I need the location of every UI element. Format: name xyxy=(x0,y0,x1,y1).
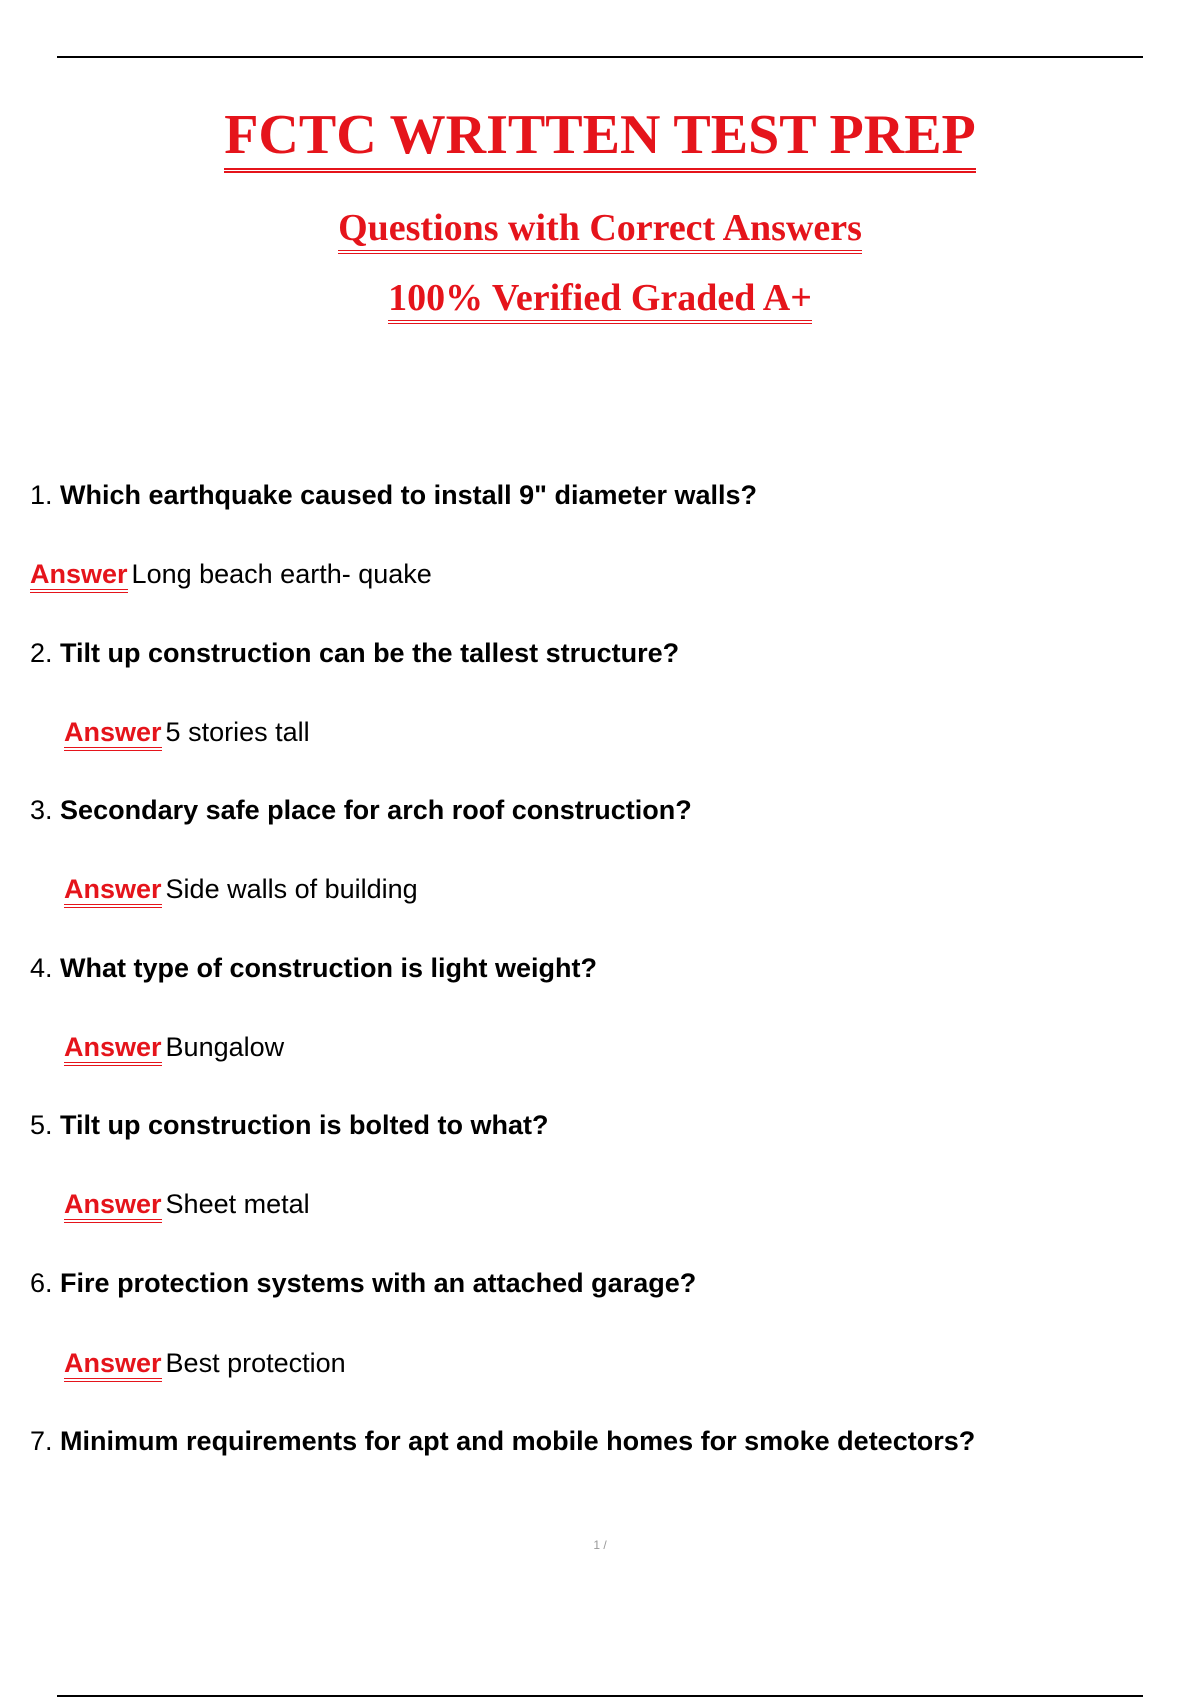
question-text: Tilt up construction is bolted to what? xyxy=(60,1110,549,1140)
answer-label: Answer xyxy=(64,874,162,908)
answer-6 xyxy=(64,1346,346,1380)
question-text: What type of construction is light weight? xyxy=(60,953,598,983)
question-3 xyxy=(30,793,692,827)
answer-label: Answer xyxy=(64,1189,162,1223)
answer-text: Side walls of building xyxy=(165,874,418,904)
answer-text: Sheet metal xyxy=(165,1189,310,1219)
answer-1 xyxy=(30,557,432,591)
answer-label: Answer xyxy=(64,1348,162,1382)
question-number: 4. xyxy=(30,953,53,983)
question-text: Fire protection systems with an attached garage? xyxy=(60,1268,697,1298)
question-5 xyxy=(30,1108,549,1142)
question-number: 1. xyxy=(30,480,53,510)
answer-text: Bungalow xyxy=(165,1032,285,1062)
question-text: Secondary safe place for arch roof construction? xyxy=(60,795,692,825)
answer-3 xyxy=(64,872,418,906)
document-title: FCTC WRITTEN TEST PREP xyxy=(0,102,1200,169)
answer-5 xyxy=(64,1187,310,1221)
page-number: 1 / xyxy=(593,1538,607,1552)
answer-text: Long beach earth- quake xyxy=(131,559,432,589)
answer-label: Answer xyxy=(64,717,162,751)
question-1 xyxy=(30,478,757,512)
answer-label: Answer xyxy=(64,1032,162,1066)
question-number: 5. xyxy=(30,1110,53,1140)
document-subtitle: Questions with Correct Answers xyxy=(0,206,1200,252)
grade-line: 100% Verified Graded A+ xyxy=(0,276,1200,322)
question-number: 2. xyxy=(30,638,53,668)
question-7 xyxy=(30,1424,975,1458)
question-number: 6. xyxy=(30,1268,53,1298)
question-4 xyxy=(30,951,597,985)
question-2 xyxy=(30,636,679,670)
answer-label: Answer xyxy=(30,559,128,593)
answer-2 xyxy=(64,715,310,749)
question-number: 3. xyxy=(30,795,53,825)
answer-4 xyxy=(64,1030,284,1064)
question-text: Minimum requirements for apt and mobile homes for smoke detectors? xyxy=(60,1426,976,1456)
question-number: 7. xyxy=(30,1426,53,1456)
top-rule xyxy=(57,56,1143,58)
bottom-rule xyxy=(57,1695,1143,1697)
answer-text: Best protection xyxy=(165,1348,346,1378)
answer-text: 5 stories tall xyxy=(165,717,310,747)
question-text: Which earthquake caused to install 9" diameter walls? xyxy=(60,480,758,510)
question-text: Tilt up construction can be the tallest structure? xyxy=(60,638,680,668)
question-6 xyxy=(30,1266,696,1300)
